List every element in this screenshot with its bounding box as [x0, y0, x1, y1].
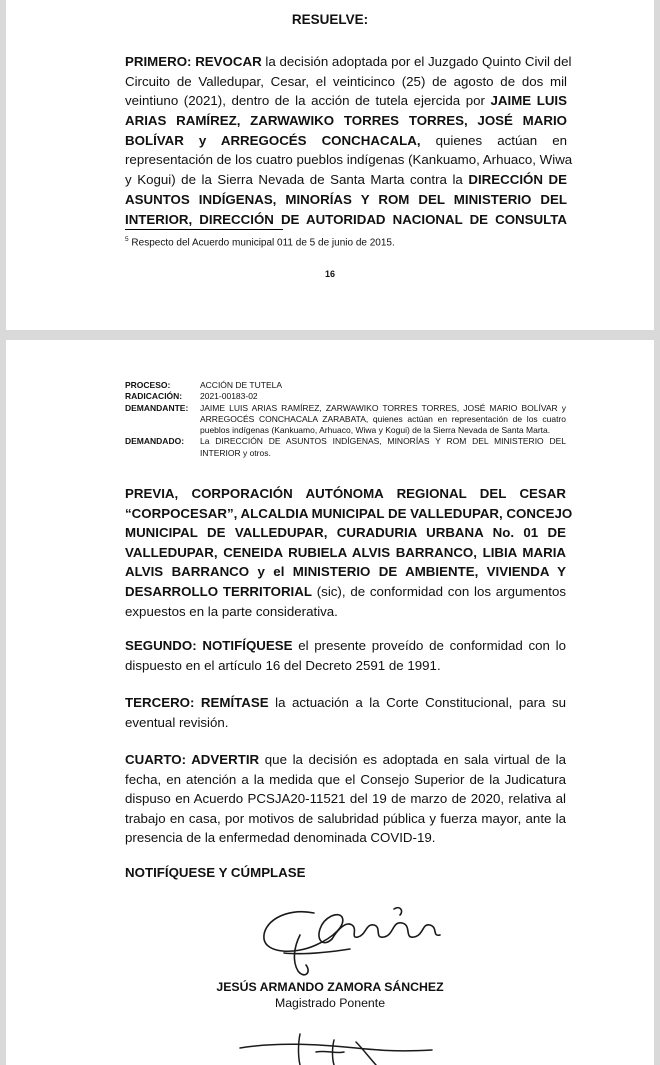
text-line [125, 636, 566, 656]
body-text: la actuación a la Corte Constitucional, para su [268, 695, 566, 710]
text-line [125, 750, 566, 770]
cuarto-paragraph [125, 750, 566, 848]
body-text: dispuesto en el artículo 16 del Decreto 2591 de 1991. [125, 657, 441, 673]
primero-paragraph [125, 52, 573, 229]
signer-role: Magistrado Ponente [274, 996, 386, 1010]
metadata-row [125, 380, 566, 391]
bold-text: “CORPOCESAR”, ALCALDIA MUNICIPAL DE VALLEDUPAR, CONCEJO [125, 505, 573, 521]
text-line [125, 111, 567, 131]
footnote [125, 236, 395, 248]
bold-text: BOLÍVAR y ARREGOCÉS CONCHACALA, [125, 132, 421, 148]
bold-text: CUARTO: ADVERTIR [125, 752, 260, 767]
text-line [125, 828, 566, 848]
metadata-key: RADICACIÓN: [125, 391, 183, 402]
body-text: veintiuno (2021), dentro de la acción de tutela ejercida por [125, 93, 491, 109]
text-line [125, 52, 572, 72]
text-line [125, 150, 573, 170]
bold-text: ALVIS BARRANCO y el MINISTERIO DE AMBIENTE, VIVIENDA Y [125, 564, 566, 580]
metadata-value: ACCIÓN DE TUTELA [200, 380, 283, 390]
metadata-value: La DIRECCIÓN DE ASUNTOS INDÍGENAS, MINORÍAS Y ROM DEL MINISTERIO DEL INTERIOR y otros. [200, 436, 566, 458]
text-line [125, 91, 567, 111]
text-line [125, 582, 566, 602]
text-line [125, 484, 566, 504]
body-text: trabajo en casa, por motivos de salubridad pública y fuerza mayor, ante la [125, 810, 566, 826]
body-text: dispuso en Acuerdo PCSJA20-11521 del 19 de marzo de 2020, relativa al [125, 791, 566, 807]
body-text: fecha, en atención a la medida que el Consejo Superior de la Judicatura [125, 771, 566, 787]
text-line [125, 562, 566, 582]
text-line [125, 170, 567, 190]
body-text: presencia de la enfermedad denominada COVID-19. [125, 830, 436, 846]
text-line [125, 131, 567, 151]
metadata-value: 2021-00183-02 [200, 391, 258, 402]
footnote-text: Respecto del Acuerdo municipal 011 de 5 de junio de 2015. [131, 237, 395, 249]
closing-formula: NOTIFÍQUESE Y CÚMPLASE [125, 865, 306, 880]
tercero-paragraph [125, 693, 566, 732]
second-signature-image [236, 1032, 436, 1065]
text-line [125, 713, 566, 733]
bold-text: ARIAS RAMÍREZ, ZARWAWIKO TORRES TORRES, JOSÉ MARIO [125, 113, 567, 129]
bold-text: REVOCAR [195, 54, 262, 69]
text-line [125, 523, 566, 543]
text-line [125, 602, 566, 622]
text-line [125, 504, 573, 524]
body-text: eventual revisión. [125, 714, 229, 730]
text-line [125, 656, 566, 676]
signature-image [254, 895, 454, 985]
text-line [125, 543, 566, 563]
text-line [125, 809, 566, 829]
body-text: el presente proveído de conformidad con lo [292, 638, 567, 653]
body-text: (sic), de conformidad con los argumentos [311, 583, 566, 599]
bold-text: PREVIA, CORPORACIÓN AUTÓNOMA REGIONAL DEL CESAR [125, 486, 566, 501]
text-line [125, 72, 567, 92]
case-metadata-table [125, 380, 566, 459]
bold-text: INTERIOR, DIRECCIÓN DE AUTORIDAD NACIONAL DE CONSULTA [125, 211, 567, 227]
metadata-key: DEMANDADO: [125, 436, 185, 447]
metadata-key: DEMANDANTE: [125, 402, 189, 413]
bold-text: MUNICIPAL DE VALLEDUPAR, CURADURIA URBANA No. 01 DE [125, 525, 566, 541]
metadata-row [125, 391, 566, 402]
bold-text: DESARROLLO TERRITORIAL [125, 583, 312, 599]
bold-text: PRIMERO: [125, 54, 192, 69]
segundo-paragraph [125, 636, 566, 675]
text-line [125, 770, 566, 790]
text-line [125, 190, 567, 210]
body-text: la decisión adoptada por el Juzgado Quinto Civil del [261, 54, 572, 69]
resuelve-heading: RESUELVE: [291, 12, 369, 27]
metadata-row [125, 403, 566, 437]
body-text: quienes actúan en [420, 132, 567, 148]
metadata-key: PROCESO: [125, 380, 171, 390]
bold-text: TERCERO: REMÍTASE [125, 695, 269, 710]
document-page-2 [6, 340, 654, 1065]
page-number: 16 [324, 269, 335, 279]
bold-text: ASUNTOS INDÍGENAS, MINORÍAS Y ROM DEL MINISTERIO DEL [125, 191, 567, 207]
metadata-row [125, 436, 566, 459]
body-text: representación de los cuatro pueblos indígenas (Kankuamo, Arhuaco, Wiwa [125, 152, 573, 168]
document-page-1 [6, 0, 654, 330]
footnote-mark: 5 [125, 236, 129, 243]
body-text: y Kogui) de la Sierra Nevada de Santa Marta contra la [125, 172, 469, 188]
body-text: Circuito de Valledupar, Cesar, el veinticinco (25) de agosto de dos mil [125, 73, 567, 89]
text-line [125, 789, 566, 809]
text-line [125, 693, 566, 713]
body-text: que la decisión es adoptada en sala virtual de la [259, 752, 566, 767]
metadata-value: JAIME LUIS ARIAS RAMÍREZ, ZARWAWIKO TORRES TORRES, JOSÉ MARIO BOLÍVAR y ARREGOCÉS CONCHACALA ZARABATA, quienes actúan en representación de los cuatro pueblos indígenas (Kankuamo, Arhuaco, Wiwa y Kogui) de la Sierra Nevada de Santa Marta. [200, 402, 566, 436]
bold-text: JAIME LUIS [490, 93, 568, 109]
signer-name: JESÚS ARMANDO ZAMORA SÁNCHEZ [216, 980, 444, 994]
body-text: expuestos en la parte considerativa. [125, 603, 338, 619]
bold-text: DIRECCIÓN DE [468, 172, 568, 188]
footnote-separator [125, 229, 283, 230]
text-line [125, 210, 567, 230]
previa-paragraph [125, 484, 573, 621]
bold-text: VALLEDUPAR, CENEIDA RUBIELA ALVIS BARRANCO, LIBIA MARIA [125, 544, 566, 560]
bold-text: SEGUNDO: NOTIFÍQUESE [125, 638, 293, 653]
